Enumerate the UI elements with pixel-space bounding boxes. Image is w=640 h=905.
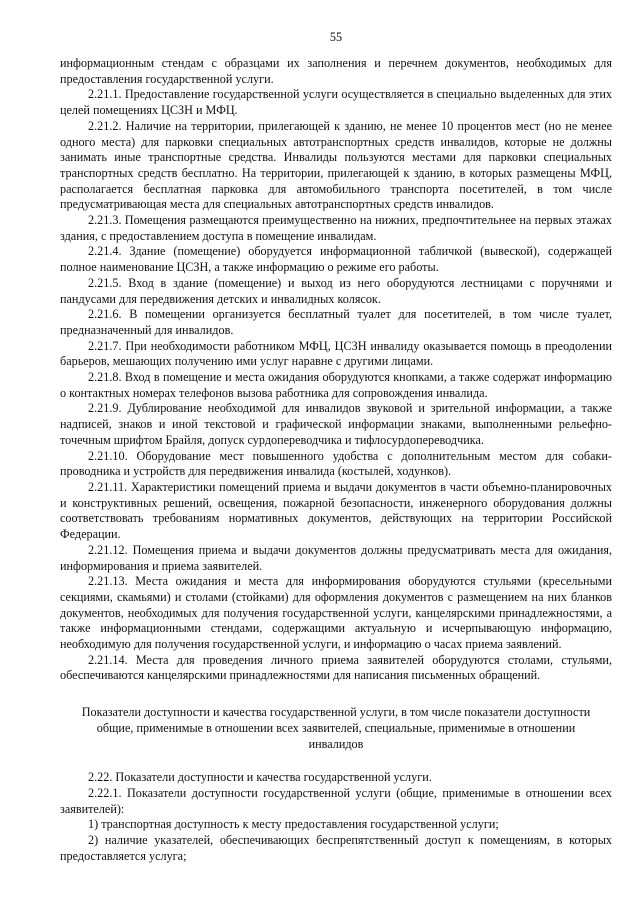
paragraph-2-21-3: 2.21.3. Помещения размещаются преимущественно на нижних, предпочтительнее на первых этажах здания, с предоставлением доступа в помещение инвалидам. — [60, 213, 612, 243]
paragraph-2-21-7: 2.21.7. При необходимости работником МФЦ, ЦСЗН инвалиду оказывается помощь в преодолении барьеров, мешающих получению ими услуг наравне с другими лицами. — [60, 338, 612, 369]
paragraph-2-21-12: 2.21.12. Помещения приема и выдачи документов должны предусматривать места для ожидания, информирования и приема заявителей. — [60, 542, 612, 573]
paragraph-2-21-10: 2.21.10. Оборудование мест повышенного удобства с дополнительным местом для собаки-проводника и устройств для передвижения инвалида (костылей, ходунков). — [60, 448, 612, 479]
section-heading: Показатели доступности и качества государственной услуги, в том числе показатели доступности общие, применимые в отношении всех заявителей, специальные, применимые в отношении инвалидов — [81, 705, 591, 752]
paragraph-2-21-13: 2.21.13. Места ожидания и места для информирования оборудуются стульями (кресельными секциями, скамьями) и столами (стойками) для оформления документов с размещением на них бланков документов, необходимых для получения государственной услуги, канцелярскими принадлежностями, а также информационными стендами, содержащими актуальную и исчерпывающую информацию, необходимую для получения государственной услуги, и информацию о часах приема заявлений. — [60, 574, 612, 652]
paragraph-2-22-1: 2.22.1. Показатели доступности государственной услуги (общие, применимые в отношении всех заявителей): — [60, 785, 612, 816]
list-item-1: 1) транспортная доступность к месту предоставления государственной услуги; — [88, 817, 499, 832]
paragraph-continuation: информационным стендам с образцами их заполнения и перечнем документов, необходимых для предоставления государственной услуги. — [60, 56, 612, 86]
page-number: 55 — [329, 30, 343, 44]
paragraph-2-21-2: 2.21.2. Наличие на территории, прилегающей к зданию, не менее 10 процентов мест (но не менее одного места) для парковки специальных автотранспортных средств инвалидов, которые не должны занимать иные транспортные средства. Инвалиды пользуются местами для парковки специальных транспортных средств бесплатно. На территории, прилегающей к зданию, в которых размещены МФЦ, располагается бесплатная парковка для автомобильного транспорта посетителей, в том числе предусматривающая места для специальных автотранспортных средств инвалидов. — [60, 118, 612, 212]
paragraph-2-21-6: 2.21.6. В помещении организуется бесплатный туалет для посетителей, в том числе туалет, предназначенный для инвалидов. — [60, 307, 612, 337]
paragraph-2-21-5: 2.21.5. Вход в здание (помещение) и выход из него оборудуются лестницами с поручнями и пандусами для передвижения детских и инвалидных колясок. — [60, 275, 612, 306]
list-item-2: 2) наличие указателей, обеспечивающих беспрепятственный доступ к помещениям, в которых предоставляется услуга; — [60, 832, 612, 863]
spacer — [60, 760, 612, 770]
paragraph-2-21-9: 2.21.9. Дублирование необходимой для инвалидов звуковой и зрительной информации, а также надписей, знаков и иной текстовой и графической информации знаками, выполненными рельефно-точечным шрифтом Брайля, допуск сурдопереводчика и тифлосурдопереводчика. — [60, 401, 612, 447]
paragraph-2-22: 2.22. Показатели доступности и качества государственной услуги. — [88, 770, 432, 785]
paragraph-2-21-1: 2.21.1. Предоставление государственной услуги осуществляется в специально выделенных для этих целей помещениях ЦСЗН и МФЦ. — [60, 87, 612, 118]
paragraph-2-21-4: 2.21.4. Здание (помещение) оборудуется информационной табличкой (вывеской), содержащей полное наименование ЦСЗН, а также информацию о режиме его работы. — [60, 244, 612, 275]
paragraph-2-21-8: 2.21.8. Вход в помещение и места ожидания оборудуются кнопками, а также содержат информацию о контактных номерах телефонов вызова работника для сопровождения инвалида. — [60, 370, 612, 400]
paragraph-2-21-11: 2.21.11. Характеристики помещений приема и выдачи документов в части объемно-планировочных и конструктивных решений, освещения, пожарной безопасности, инженерного оборудования должны соответствовать требованиям нормативных документов, действующих на территории Российской Федерации. — [60, 479, 612, 542]
document-page — [60, 30, 612, 864]
paragraph-2-21-14: 2.21.14. Места для проведения личного приема заявителей оборудуются столами, стульями, обеспечиваются канцелярскими принадлежностями для написания письменных обращений. — [60, 652, 612, 683]
